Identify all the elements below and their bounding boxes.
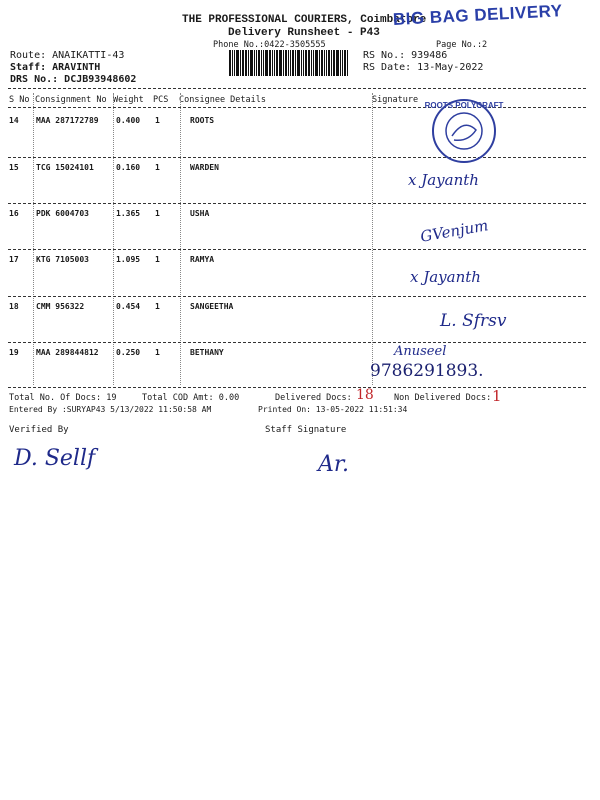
barcode-bar xyxy=(328,50,330,76)
row-consignee: SANGEETHA xyxy=(190,302,234,311)
verified-signature: D. Sellf xyxy=(14,446,96,471)
row-sno: 15 xyxy=(9,163,19,172)
row-divider xyxy=(8,203,586,204)
row-sno: 19 xyxy=(9,348,19,357)
signature-row15: x Jayanth xyxy=(408,171,479,189)
barcode-bar xyxy=(229,50,231,76)
barcode-bar xyxy=(347,50,348,76)
barcode-bar xyxy=(313,50,314,76)
row-consignee: BETHANY xyxy=(190,348,224,357)
barcode-bar xyxy=(254,50,255,76)
total-cod: Total COD Amt: 0.00 xyxy=(142,393,240,403)
row-pcs: 1 xyxy=(155,209,160,218)
barcode-bar xyxy=(256,50,257,76)
barcode-bar xyxy=(303,50,304,76)
col-consignee: Consignee Details xyxy=(179,95,266,105)
rs-number: RS No.: 939486 xyxy=(363,50,448,61)
barcode-bar xyxy=(263,50,264,76)
entered-by: Entered By :SURYAP43 5/13/2022 11:50:58 AM xyxy=(9,405,212,414)
row-pcs: 1 xyxy=(155,116,160,125)
route: Route: ANAIKATTI-43 xyxy=(10,50,125,61)
signature-row19-name: Anuseel xyxy=(394,344,447,359)
divider xyxy=(8,88,586,89)
printed-on: Printed On: 13-05-2022 11:51:34 xyxy=(258,405,408,414)
barcode-bar xyxy=(269,50,271,76)
row-consignment: TCG 15024101 xyxy=(36,163,94,172)
row-consignee: USHA xyxy=(190,209,210,218)
delivered-docs-handwritten: 18 xyxy=(356,387,374,403)
total-docs: Total No. Of Docs: 19 xyxy=(9,393,117,403)
row-consignee: ROOTS xyxy=(190,116,215,125)
barcode-bar xyxy=(248,50,249,76)
barcode-bar xyxy=(292,50,294,76)
col-pcs: PCS xyxy=(153,95,169,105)
barcode-bar xyxy=(272,50,273,76)
barcode-bar xyxy=(315,50,318,76)
barcode-bar xyxy=(319,50,320,76)
col-signature: Signature xyxy=(372,95,419,105)
phone-number: Phone No.:0422-3505555 xyxy=(213,40,326,50)
row-consignment: PDK 6004703 xyxy=(36,209,89,218)
barcode-bar xyxy=(261,50,262,76)
barcode-bar xyxy=(324,50,325,76)
row-pcs: 1 xyxy=(155,255,160,264)
row-sno: 16 xyxy=(9,209,19,218)
company-name: THE PROFESSIONAL COURIERS, Coimbatore xyxy=(182,14,427,26)
barcode-bar xyxy=(311,50,312,76)
barcode-bar xyxy=(290,50,291,76)
signature-row16: GVenjum xyxy=(418,216,490,246)
barcode-bar xyxy=(250,50,253,76)
row-sno: 17 xyxy=(9,255,19,264)
barcode-bar xyxy=(232,50,233,76)
delivered-docs-label: Delivered Docs: xyxy=(275,393,352,403)
row-consignment: CMM 956322 xyxy=(36,302,85,311)
row-divider xyxy=(8,296,586,297)
barcode-bar xyxy=(331,50,332,76)
barcode-bar xyxy=(301,50,302,76)
barcode-bar xyxy=(342,50,343,76)
barcode-bar xyxy=(295,50,296,76)
barcode-bar xyxy=(340,50,341,76)
staff-signature: Ar. xyxy=(318,452,349,477)
page-number: Page No.:2 xyxy=(436,40,488,50)
barcode-bar xyxy=(276,50,278,76)
verified-by-label: Verified By xyxy=(9,425,69,435)
row-sno: 14 xyxy=(9,116,19,125)
row-weight: 0.454 xyxy=(116,302,141,311)
row-weight: 1.095 xyxy=(116,255,141,264)
staff-signature-label: Staff Signature xyxy=(265,425,347,435)
col-consignment: Consignment No xyxy=(35,95,107,105)
row-pcs: 1 xyxy=(155,302,160,311)
barcode-bar xyxy=(279,50,282,76)
row-pcs: 1 xyxy=(155,348,160,357)
barcode-bar xyxy=(285,50,287,76)
barcode-bar xyxy=(297,50,300,76)
stamp-text: ROOTS POLYCRAFT xyxy=(424,101,504,110)
barcode-bar xyxy=(240,50,241,76)
barcode-bar xyxy=(321,50,323,76)
signature-row18: L. Sfrsv xyxy=(440,311,507,331)
rs-date: RS Date: 13-May-2022 xyxy=(363,62,484,73)
barcode-bar xyxy=(234,50,235,76)
row-divider xyxy=(8,249,586,250)
drs-number: DRS No.: DCJB93948602 xyxy=(10,74,137,85)
barcode-bar xyxy=(283,50,284,76)
barcode-bar xyxy=(326,50,327,76)
col-weight: Weight xyxy=(113,95,144,105)
barcode-bar xyxy=(245,50,247,76)
row-consignment: KTG 7105003 xyxy=(36,255,89,264)
barcode-bar xyxy=(258,50,260,76)
non-delivered-docs-label: Non Delivered Docs: xyxy=(394,393,492,403)
signature-row19-phone: 9786291893. xyxy=(370,361,484,381)
row-weight: 0.400 xyxy=(116,116,141,125)
row-divider xyxy=(8,342,586,343)
barcode-bar xyxy=(236,50,239,76)
row-consignee: RAMYA xyxy=(190,255,215,264)
barcode-bar xyxy=(242,50,244,76)
barcode-bar xyxy=(288,50,289,76)
row-weight: 0.160 xyxy=(116,163,141,172)
col-sno: S No xyxy=(9,95,30,105)
row-pcs: 1 xyxy=(155,163,160,172)
barcode-bar xyxy=(265,50,268,76)
row-sno: 18 xyxy=(9,302,19,311)
row-weight: 1.365 xyxy=(116,209,141,218)
barcode-bar xyxy=(305,50,307,76)
row-consignee: WARDEN xyxy=(190,163,219,172)
barcode-bar xyxy=(344,50,346,76)
non-delivered-docs-handwritten: 1 xyxy=(492,387,502,405)
barcode-bar xyxy=(274,50,275,76)
barcode-bar xyxy=(308,50,310,76)
signature-row17: x Jayanth xyxy=(410,268,481,286)
row-weight: 0.250 xyxy=(116,348,141,357)
barcode-bar xyxy=(336,50,339,76)
big-bag-delivery-stamp: BIG BAG DELIVERY xyxy=(392,1,564,29)
row-consignment: MAA 289844812 xyxy=(36,348,99,357)
barcode xyxy=(229,50,353,76)
roots-polycraft-stamp-icon xyxy=(424,96,504,166)
barcode-bar xyxy=(333,50,335,76)
row-consignment: MAA 287172789 xyxy=(36,116,99,125)
runsheet-title: Delivery Runsheet - P43 xyxy=(228,27,380,39)
staff: Staff: ARAVINTH xyxy=(10,62,101,73)
